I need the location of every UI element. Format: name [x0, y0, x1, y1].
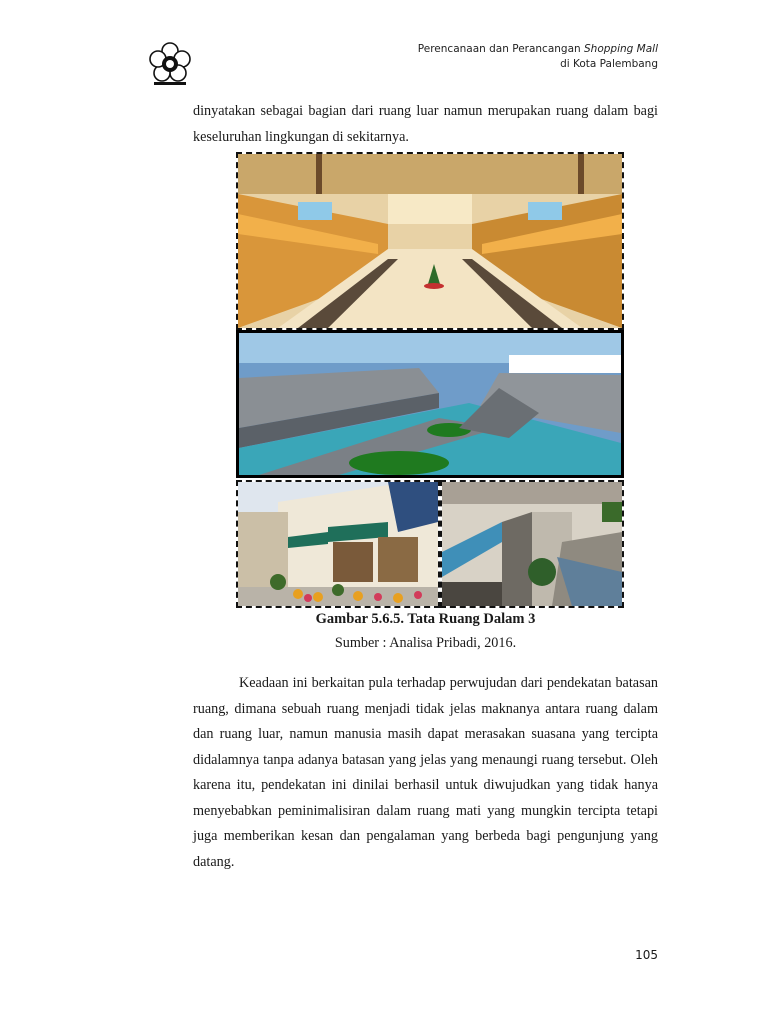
header-subtitle: di Kota Palembang	[560, 58, 658, 70]
university-logo-icon	[146, 40, 194, 88]
mall-atrium-photo	[236, 152, 624, 330]
figure-collage	[236, 152, 624, 608]
model-render-3d	[236, 330, 624, 478]
header-title-italic: Shopping Mall	[584, 43, 658, 55]
body-paragraph-2: Keadaan ini berkaitan pula terhadap perwujudan dari pendekatan batasan ruang, dimana sebuah ruang menjadi tidak jelas maknanya antara ruang dalam dan ruang luar, namun manusia masih dapat merasakan suasana yang tercipta didalamnya tanpa adanya batasan yang jelas yang menaungi ruang tersebut. Oleh karena itu, pendekatan ini dinilai berhasil untuk diwujudkan yang tidak hanya menyebabkan peminimalisiran dalam ruang mati yang mungkin tercipta tetapi juga memberikan kesan dan pengalaman yang berbeda bagi pengunjung yang datang.	[193, 675, 658, 870]
running-header	[418, 42, 658, 72]
header-title: Perencanaan dan Perancangan	[417, 43, 585, 55]
storefront-street-photo	[236, 480, 440, 608]
page-number: 105	[635, 948, 658, 962]
courtyard-photo	[440, 480, 624, 608]
figure-source: Sumber : Analisa Pribadi, 2016.	[334, 635, 517, 651]
figure-caption: Gambar 5.6.5. Tata Ruang Dalam 3	[315, 611, 536, 627]
body-paragraph-1: dinyatakan sebagai bagian dari ruang luar namun merupakan ruang dalam bagi keseluruhan lingkungan di sekitarnya.	[193, 103, 658, 145]
